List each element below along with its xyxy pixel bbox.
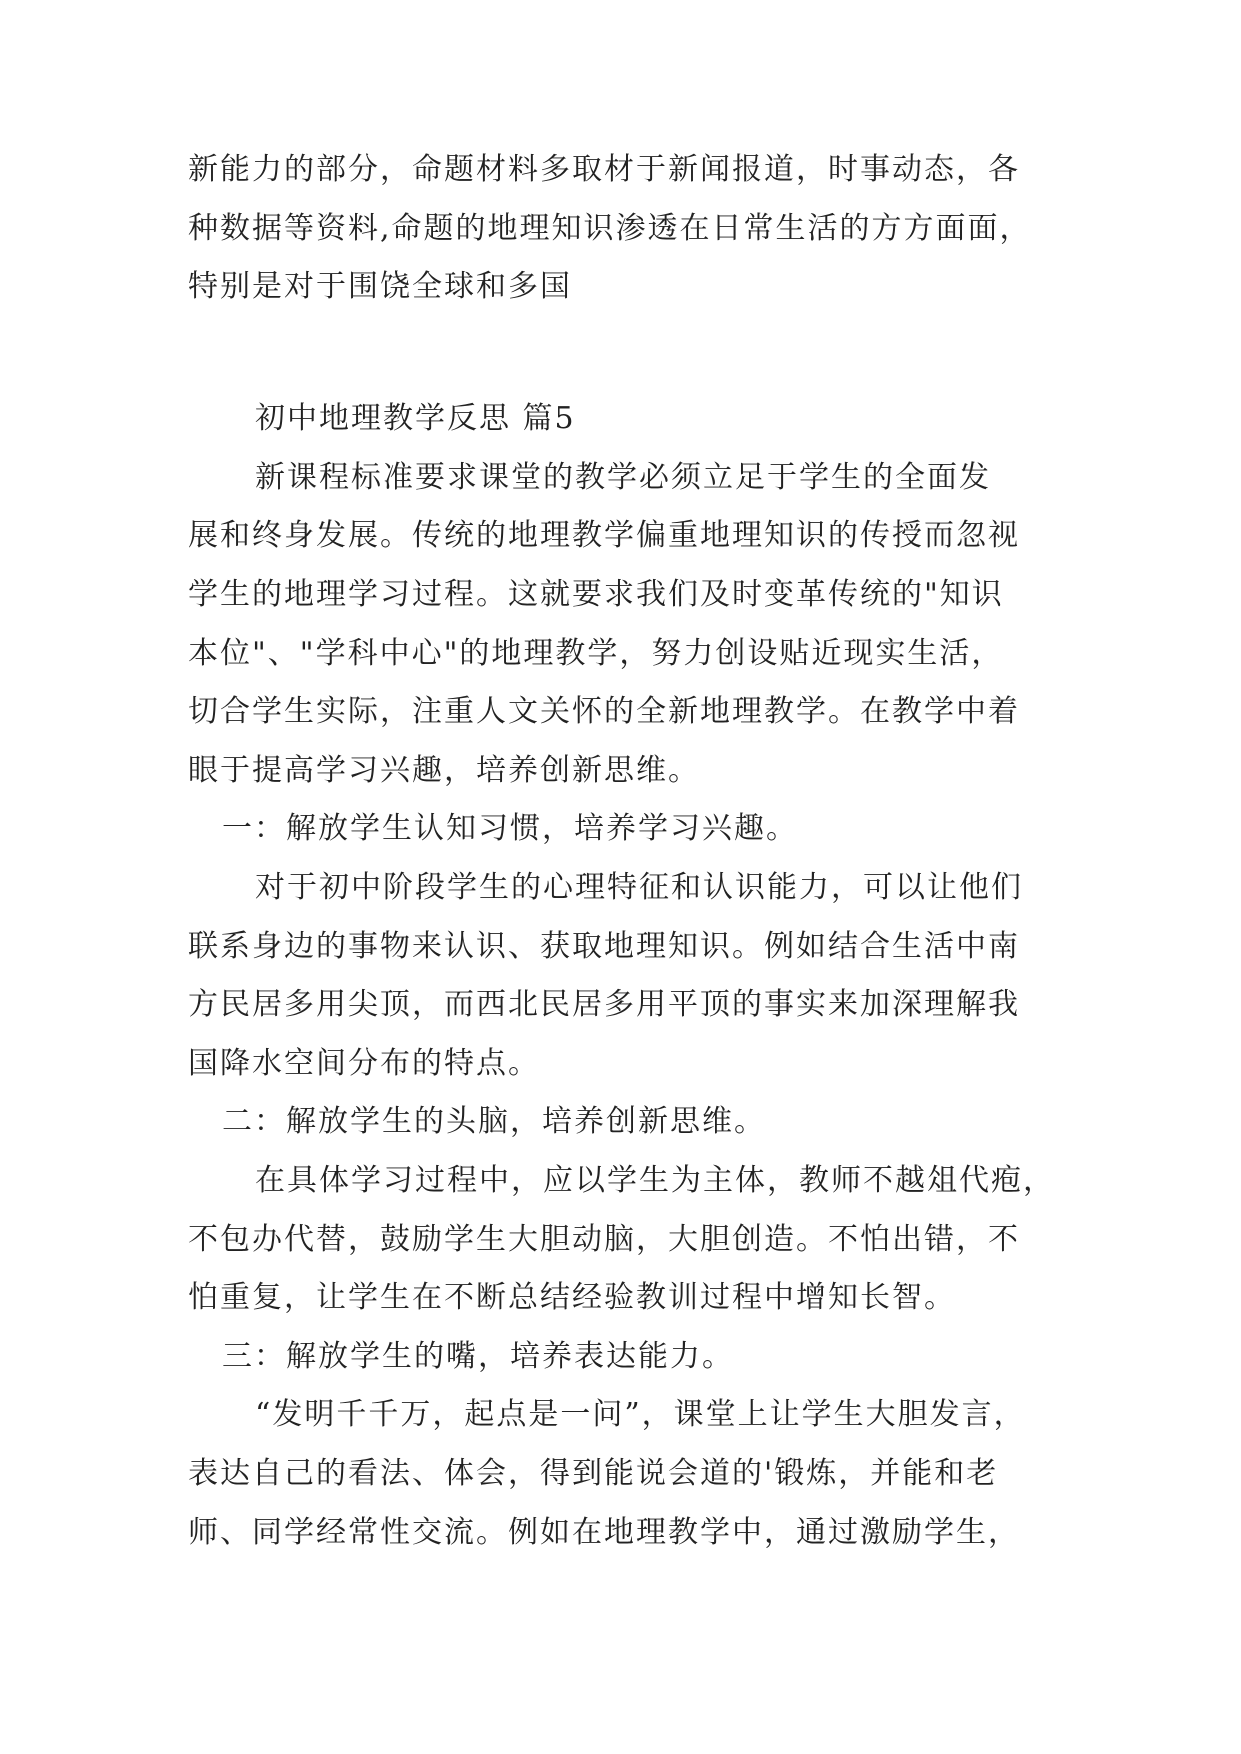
section-title: 初中地理教学反思 篇5 — [255, 401, 576, 436]
paragraph-line: 切合学生实际，注重人文关怀的全新地理教学。在教学中着 — [188, 694, 1020, 729]
paragraph-line: 怕重复，让学生在不断总结经验教训过程中增知长智。 — [188, 1280, 956, 1315]
paragraph-line: 方民居多用尖顶，而西北民居多用平顶的事实来加深理解我 — [188, 987, 1020, 1022]
paragraph-line: 学生的地理学习过程。这就要求我们及时变革传统的"知识 — [188, 577, 1004, 612]
intro-line: 新能力的部分，命题材料多取材于新闻报道，时事动态，各 — [188, 152, 1020, 187]
intro-line: 特别是对于围饶全球和多国 — [188, 269, 572, 304]
paragraph-line: “发明千千万，起点是一问”，课堂上让学生大胆发言， — [255, 1397, 1026, 1432]
paragraph-line: 联系身边的事物来认识、获取地理知识。例如结合生活中南 — [188, 929, 1020, 964]
paragraph-line: 展和终身发展。传统的地理教学偏重地理知识的传授而忽视 — [188, 518, 1020, 553]
paragraph-line: 新课程标准要求课堂的教学必须立足于学生的全面发 — [255, 460, 991, 495]
intro-line: 种数据等资料,命题的地理知识渗透在日常生活的方方面面， — [188, 211, 1032, 246]
section-heading: 三：解放学生的嘴，培养表达能力。 — [222, 1339, 734, 1374]
paragraph-line: 表达自己的看法、体会，得到能说会道的'锻炼，并能和老 — [188, 1456, 999, 1491]
paragraph-line: 本位"、"学科中心"的地理教学，努力创设贴近现实生活， — [188, 636, 1004, 671]
paragraph-line: 国降水空间分布的特点。 — [188, 1046, 540, 1081]
paragraph-line: 眼于提高学习兴趣，培养创新思维。 — [188, 753, 700, 788]
section-heading: 一：解放学生认知习惯，培养学习兴趣。 — [222, 811, 798, 846]
paragraph-line: 不包办代替，鼓励学生大胆动脑，大胆创造。不怕出错，不 — [188, 1222, 1020, 1257]
paragraph-line: 师、同学经常性交流。例如在地理教学中，通过激励学生， — [188, 1515, 1020, 1550]
section-heading: 二：解放学生的头脑，培养创新思维。 — [222, 1104, 766, 1139]
paragraph-line: 在具体学习过程中，应以学生为主体，教师不越俎代疱， — [255, 1163, 1055, 1198]
paragraph-line: 对于初中阶段学生的心理特征和认识能力，可以让他们 — [255, 870, 1023, 905]
